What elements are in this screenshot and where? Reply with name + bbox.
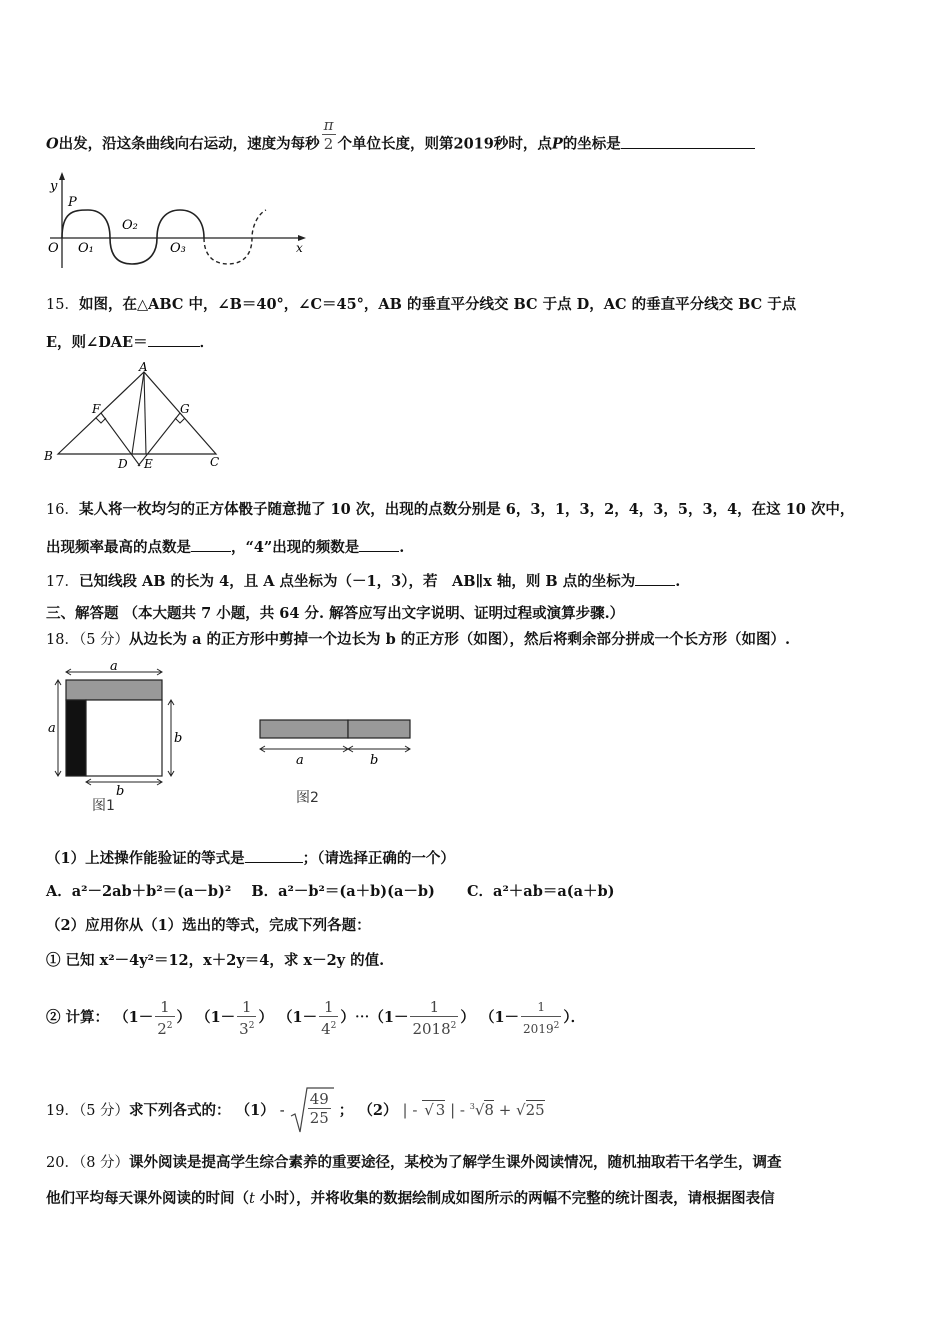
q19-line: 19．（5 分）求下列各式的： （1） - $\frac{49}{25}$ ； （2） | - √ 3 | - $^3$√8 + √25 — [46, 1086, 545, 1130]
right-angle-f — [96, 418, 106, 423]
q14-tail: O出发，沿这条曲线向右运动，速度为每秒 $\frac{\pi}{2}$ 个单位长度，则第2019秒时，点P的坐标是 — [46, 126, 755, 163]
label-o1: O₁ — [78, 241, 94, 256]
expr-2: | - √ 3 | - $^3$√8 + √25 — [402, 1101, 545, 1119]
label-b-bottom: b — [116, 784, 125, 799]
answer-blank-14[interactable] — [621, 134, 755, 149]
q18-options: A．a²－2ab＋b²＝(a－b)² B．a²－b²＝(a＋b)(a－b) C．a²＋ab＝a(a＋b) — [46, 883, 615, 900]
label-c: C — [210, 455, 220, 469]
label-g: G — [180, 402, 190, 416]
figure-1 — [44, 662, 194, 812]
answer-blank-15[interactable] — [148, 332, 200, 347]
sqrt-49-over-25: $\frac{49}{25}$ — [290, 1086, 334, 1136]
q15-line1: 15．如图，在△ABC 中，∠B＝40°，∠C＝45°，AB 的垂直平分线交 BC 于点 D，AC 的垂直平分线交 BC 于点 — [46, 296, 797, 313]
label-x: x — [296, 241, 303, 255]
figure-1-caption: 图1 — [92, 798, 115, 814]
q16-line1: 16．某人将一枚均匀的正方体骰子随意抛了 10 次，出现的点数分别是 6，3，1，3，2，4，3，5，3，4，在这 10 次中， — [46, 501, 855, 518]
segment-ae — [144, 372, 146, 454]
answer-blank-16a[interactable] — [191, 537, 231, 552]
cut-square — [86, 700, 162, 776]
top-strip — [66, 680, 162, 700]
label-o2: O₂ — [122, 218, 138, 233]
q16-line2: 出现频率最高的点数是 ，“4”出现的频数是 . — [46, 539, 405, 556]
wave-figure — [40, 172, 310, 272]
frac-1-over-3sq: $\frac{1}{3^2}$ — [239, 998, 255, 1038]
label-a: a — [296, 753, 304, 768]
answer-blank-17[interactable] — [635, 571, 675, 586]
q15-line2: E，则∠DAE＝ ． — [46, 334, 215, 351]
label-b: B — [44, 449, 53, 463]
frac-1-over-2sq: $\frac{1}{2^2}$ — [157, 998, 173, 1038]
label-p: P — [68, 195, 77, 210]
frac-1-over-4sq: $\frac{1}{4^2}$ — [321, 998, 337, 1038]
triangle-abc — [58, 372, 216, 454]
figure-2 — [256, 712, 416, 772]
label-f: F — [92, 402, 101, 416]
label-a: A — [139, 360, 148, 374]
label-b-right: b — [174, 731, 183, 746]
q17-line: 17．已知线段 AB 的长为 4，且 A 点坐标为（－1，3），若 AB∥x 轴，则 B 点的坐标为 . — [46, 573, 681, 590]
label-d: D — [118, 457, 128, 471]
strip-a — [260, 720, 348, 738]
q20-line2: 他们平均每天课外阅读的时间（t 小时），并将收集的数据绘制成如图所示的两幅不完整的统计图表，请根据图表信 — [46, 1190, 775, 1207]
label-b: b — [370, 753, 379, 768]
q18-line: 18．（5 分）从边长为 a 的正方形中剪掉一个边长为 b 的正方形（如图），然后将剩余部分拼成一个长方形（如图）. — [46, 631, 791, 648]
segment-ad — [132, 372, 144, 454]
right-angle-g — [175, 418, 185, 423]
option-a[interactable]: a²－2ab＋b²＝(a－b)² — [71, 883, 232, 900]
pi-over-2: $\frac{\pi}{2}$ — [323, 116, 334, 153]
q20-line1: 20．（8 分）课外阅读是提高学生综合素养的重要途径，某校为了解学生课外阅读情况，随机抽取若干名学生，调查 — [46, 1154, 782, 1171]
label-o3: O₃ — [170, 241, 186, 256]
figure-2-caption: 图2 — [296, 790, 319, 806]
section-3-heading: 三、解答题 （本大题共 7 小题，共 64 分. 解答应写出文字说明、证明过程或演算步骤.） — [46, 605, 625, 622]
option-b[interactable]: a²－b²＝(a＋b)(a－b) — [278, 883, 435, 900]
q18-item1: ① 已知 x²－4y²＝12，x＋2y＝4，求 x－2y 的值. — [46, 952, 385, 969]
label-a-left: a — [48, 721, 56, 736]
y-arrow — [59, 172, 65, 180]
label-o: O — [48, 241, 59, 256]
q18-part2: （2）应用你从（1）选出的等式，完成下列各题： — [46, 917, 371, 934]
label-a-top: a — [110, 662, 118, 674]
label-e: E — [144, 457, 153, 471]
triangle-figure — [40, 360, 230, 472]
answer-blank-16b[interactable] — [359, 537, 399, 552]
answer-blank-18[interactable] — [245, 848, 303, 863]
wave-dashed — [204, 210, 266, 264]
q18-item2: ② 计算： （1－ $\frac{1}{2^2}$ ） （1－ $\frac{1}{3^2}$ ） （1－ $\frac{1}{4^2}$ ）⋯（1－ $\frac{1}{2018^2}$ ） （1－ $\frac{1}{2019^2}$ ）． — [46, 998, 586, 1038]
strip-b — [348, 720, 410, 738]
q18-part1: （1）上述操作能验证的等式是 ；（请选择正确的一个） — [46, 850, 455, 867]
left-strip — [66, 700, 86, 776]
label-y: y — [50, 179, 58, 194]
frac-1-over-2018sq: $\frac{1}{2018^2}$ — [412, 998, 457, 1038]
frac-1-over-2019sq: $\frac{1}{2019^2}$ — [523, 1000, 560, 1036]
option-c[interactable]: a²＋ab＝a(a＋b) — [493, 883, 615, 900]
